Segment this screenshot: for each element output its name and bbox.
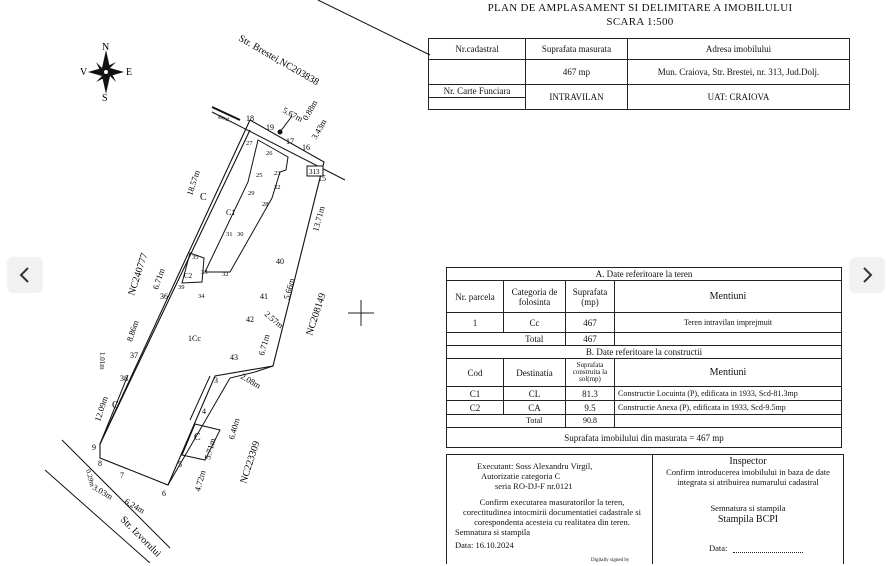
dist-label: 4.72m: [192, 469, 208, 493]
point-label: 26: [266, 150, 273, 157]
teren-section-title: A. Date referitoare la teren: [447, 268, 842, 281]
compass-s: S: [102, 93, 108, 104]
inspector-title: Inspector: [729, 456, 767, 467]
label-c-a: C: [200, 192, 207, 203]
mentiuni-cell: Constructie Anexa (P), edificata in 1933, Scd-9.5mp: [615, 401, 842, 415]
h-suprafata-teren: Suprafata (mp): [566, 281, 615, 313]
compass-e: E: [126, 67, 133, 78]
dist-label: 3.03m: [91, 482, 115, 502]
dist-label: 6.71m: [256, 333, 272, 357]
teren-total-label: Total: [504, 333, 566, 346]
digital-sign: Digitally signed by: [591, 558, 630, 563]
prev-page-button[interactable]: [8, 258, 42, 292]
house-number: 313: [309, 168, 320, 176]
neighbor-nc240777: NC240777: [126, 251, 151, 297]
h-parcela: Nr. parcela: [447, 281, 504, 313]
cf-label: Nr. Carte Funciara: [429, 85, 525, 98]
adresa-label: Adresa imobilului: [628, 39, 850, 60]
dist-label: 8.86m: [124, 319, 141, 343]
dist-label: 0.88m: [300, 98, 320, 122]
teren-total-value: 467: [566, 333, 615, 346]
destinatia-cell: CA: [504, 401, 566, 415]
intravilan-cell: INTRAVILAN: [526, 84, 628, 109]
point-label: 37: [130, 351, 138, 360]
point-label: 34: [198, 293, 205, 300]
point-label: 39: [178, 284, 185, 291]
executant-data: Data: 16.10.2024: [455, 540, 514, 550]
executant-auth: Autorizatie categoria C: [481, 471, 561, 481]
h-mentiuni-teren: Mentiuni: [615, 281, 842, 313]
suprafata-cell: 467: [566, 313, 615, 333]
inspector-semnatura: Semnatura si stampila: [710, 503, 786, 513]
executant-seria: seria RO-DJ-F nr.0121: [495, 481, 573, 491]
point-label: 6: [162, 489, 166, 498]
point-label: 29: [248, 190, 255, 197]
cod-cell: C1: [447, 387, 504, 401]
point-label: 23: [274, 170, 281, 177]
compass-icon: [88, 50, 124, 94]
dist-label: 6.40m: [226, 417, 242, 441]
dist-label: 12.09m: [92, 395, 110, 423]
suprafata-label: Suprafata masurata: [526, 39, 628, 60]
point-label: 15: [318, 174, 326, 183]
dist-label: 2.57m: [262, 308, 286, 331]
h-categoria: Categoria de folosinta: [504, 281, 566, 313]
point-label: 8: [98, 459, 102, 468]
constr-total-label: Total: [504, 415, 566, 428]
label-c-b: C: [112, 400, 119, 411]
point-label: 28: [262, 201, 269, 208]
point-label: 32: [222, 271, 229, 278]
adresa-value: Mun. Craiova, Str. Brestei, nr. 313, Jud.Dolj.: [628, 59, 850, 84]
compass-n: N: [102, 42, 110, 53]
inspector-stampila: Stampila BCPI: [717, 514, 779, 525]
scale-label: SCARA 1:500: [606, 16, 674, 28]
label-1cc: 1Cc: [188, 334, 201, 343]
crosshair-cursor-icon: [348, 300, 374, 326]
dist-label: 6.71m: [150, 267, 167, 291]
label-c-c: C: [194, 432, 201, 443]
chevron-right-icon: [858, 266, 876, 284]
point-label: 33: [201, 269, 208, 276]
street-izvorului: Str. Izvorului: [117, 514, 163, 560]
point-label: 9: [92, 443, 96, 452]
point-label: 7: [120, 471, 124, 480]
point-label: 18: [246, 114, 254, 123]
point-label: 40: [276, 257, 284, 266]
point-label: 42: [246, 315, 254, 324]
mentiuni-cell: Teren intravilan imprejmuit: [615, 313, 842, 333]
point-label: 35: [192, 254, 199, 261]
dist-label: 5.67m: [281, 104, 305, 124]
point-label: 43: [230, 353, 238, 362]
chevron-left-icon: [16, 266, 34, 284]
parcela-cell: 1: [447, 313, 504, 333]
mentiuni-cell: Constructie Locuinta (P), edificata in 1933, Scd-81.3mp: [615, 387, 842, 401]
neighbor-nc208149: NC208149: [304, 291, 329, 337]
point-label: 19: [266, 123, 274, 132]
suprafata-footer: Suprafata imobilului din masurata = 467 mp: [447, 428, 842, 448]
point-label: 16: [302, 143, 310, 152]
dist-label: 5.71m: [202, 437, 218, 461]
point-label: 25: [256, 172, 263, 179]
dist-label: 3.43m: [309, 117, 329, 141]
suprafata-value: 467 mp: [526, 59, 628, 84]
dist-label: 13.71m: [310, 205, 327, 233]
next-page-button[interactable]: [850, 258, 884, 292]
executant-name: Executant: Soss Alexandru Virgil,: [477, 461, 593, 471]
point-label: 17: [286, 137, 294, 146]
uat-cell: UAT: CRAIOVA: [628, 84, 850, 109]
point-label: 36: [160, 292, 168, 301]
label-gard: gard: [217, 113, 230, 124]
h-mentiuni-constr: Mentiuni: [615, 359, 842, 387]
executant-semnatura: Semnatura si stampila: [455, 527, 531, 537]
inspector-text: Confirm introducerea imobilului in baza de date integrata si atribuirea numarului cadastral: [666, 467, 830, 487]
point-label: 4: [202, 407, 206, 416]
point-label: 31: [226, 231, 233, 238]
executant-confirm: Confirm executarea masuratorilor la teren, corectitudinea intocmirii documentatiei cadastrale si corespondenta acesteia cu realitatea din teren.: [463, 497, 641, 527]
constr-total-value: 90.8: [566, 415, 615, 428]
compass-v: V: [80, 67, 88, 78]
point-label: 41: [260, 292, 268, 301]
point-label: 38: [120, 374, 128, 383]
inspector-data: Data:: [709, 543, 728, 553]
distance-labels: [84, 98, 329, 516]
nr-cadastral-label: Nr.cadastral: [429, 39, 526, 60]
h-destinatia: Destinatia: [504, 359, 566, 387]
suprafata-cell: 81.3: [566, 387, 615, 401]
destinatia-cell: CL: [504, 387, 566, 401]
point-label: 30: [237, 231, 244, 238]
suprafata-cell: 9.5: [566, 401, 615, 415]
cod-cell: C2: [447, 401, 504, 415]
label-c2: C2: [184, 272, 193, 280]
dist-label: 2.08m: [239, 371, 263, 391]
constructii-section-title: B. Date referitoare la constructii: [447, 346, 842, 359]
neighbor-nc223309: NC223309: [238, 439, 263, 485]
dist-label: 6.24m: [123, 496, 147, 516]
dist-label: 1.01m: [98, 352, 106, 370]
point-label: 27: [246, 140, 253, 147]
dist-label: 0.29m: [84, 468, 97, 488]
dist-label: 18.57m: [184, 169, 202, 197]
street-brestei: Str. Brestei,NC203838: [236, 33, 321, 89]
label-c1: C1: [226, 208, 236, 217]
point-label: 3: [214, 376, 218, 385]
h-cod: Cod: [447, 359, 504, 387]
page-title: PLAN DE AMPLASAMENT SI DELIMITARE A IMOBILULUI: [487, 2, 793, 14]
dist-label: 5.66m: [281, 277, 297, 301]
point-label: 22: [274, 184, 281, 191]
point-label: 5: [178, 460, 182, 469]
categoria-cell: Cc: [504, 313, 566, 333]
h-suprafata-constr: Suprafata construita la sol(mp): [566, 359, 615, 387]
